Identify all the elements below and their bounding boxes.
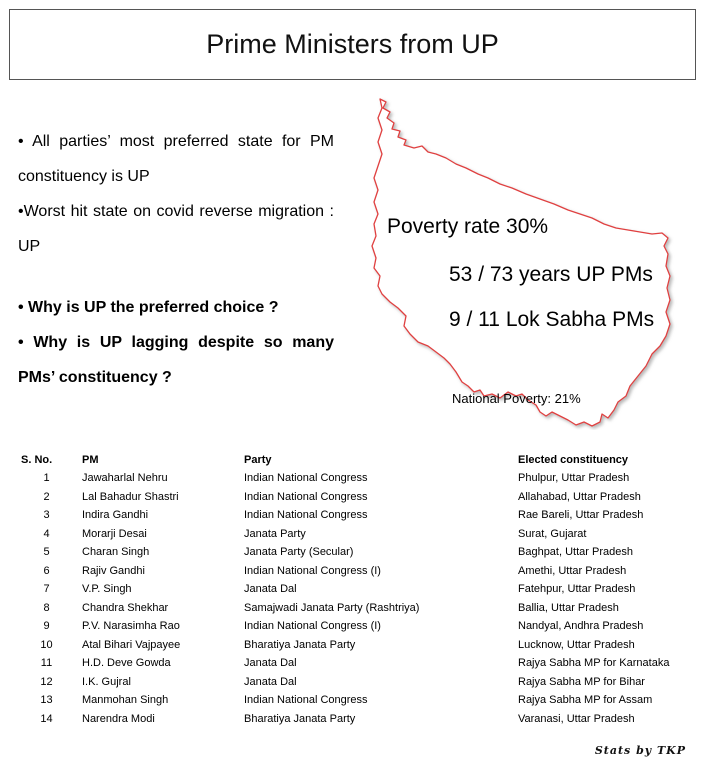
cell-constituency: Surat, Gujarat [518, 527, 587, 540]
cell-constituency: Ballia, Uttar Pradesh [518, 601, 619, 614]
cell-party: Samajwadi Janata Party (Rashtriya) [244, 601, 420, 614]
cell-sno: 4 [43, 527, 50, 540]
cell-pm: Narendra Modi [82, 712, 155, 725]
cell-pm: I.K. Gujral [82, 675, 131, 688]
table-row [21, 506, 698, 525]
cell-party: Janata Dal [244, 657, 297, 670]
cell-constituency: Rae Bareli, Uttar Pradesh [518, 509, 644, 522]
cell-constituency: Amethi, Uttar Pradesh [518, 564, 627, 577]
table-row [21, 710, 698, 729]
national-poverty-label: National Poverty: 21% [452, 391, 581, 406]
cell-pm: Lal Bahadur Shastri [82, 490, 179, 503]
table-row [21, 580, 698, 599]
cell-sno: 14 [40, 712, 53, 725]
header-pm: PM [82, 454, 99, 466]
credit-signature: Stats by TKP [594, 744, 686, 757]
cell-constituency: Rajya Sabha MP for Bihar [518, 675, 645, 688]
cell-sno: 12 [40, 675, 53, 688]
cell-pm: P.V. Narasimha Rao [82, 620, 180, 633]
cell-sno: 2 [43, 490, 50, 503]
years-pm-label: 53 / 73 years UP PMs [449, 263, 653, 286]
header-sno: S. No. [21, 454, 53, 466]
bullet-item-question: • Why is UP lagging despite so many PMs’ constituency ? [18, 334, 334, 386]
bullet-item-question: • Why is UP the preferred choice ? [18, 299, 279, 316]
cell-sno: 6 [43, 564, 50, 577]
cell-constituency: Rajya Sabha MP for Assam [518, 694, 653, 707]
cell-party: Indian National Congress [244, 490, 368, 503]
cell-constituency: Varanasi, Uttar Pradesh [518, 712, 635, 725]
cell-pm: Rajiv Gandhi [82, 564, 145, 577]
page-title: Prime Ministers from UP [9, 9, 696, 80]
cell-pm: Atal Bihari Vajpayee [82, 638, 181, 651]
cell-sno: 9 [43, 620, 50, 633]
cell-party: Janata Party (Secular) [244, 546, 354, 559]
table-header-row [21, 451, 698, 469]
bullet-list [18, 124, 334, 395]
cell-party: Janata Party [244, 527, 306, 540]
cell-constituency: Lucknow, Uttar Pradesh [518, 638, 635, 651]
bullet-item: • All parties’ most preferred state for PM constituency is UP [18, 133, 334, 185]
table-row [21, 562, 698, 581]
table-row [21, 617, 698, 636]
table-row [21, 599, 698, 618]
header-constituency: Elected constituency [518, 454, 629, 466]
pm-table [21, 451, 698, 728]
cell-pm: Chandra Shekhar [82, 601, 169, 614]
cell-party: Indian National Congress [244, 472, 368, 485]
cell-party: Indian National Congress (I) [244, 564, 381, 577]
cell-constituency: Baghpat, Uttar Pradesh [518, 546, 633, 559]
cell-sno: 11 [40, 657, 53, 670]
cell-sno: 3 [43, 509, 50, 522]
cell-party: Janata Dal [244, 583, 297, 596]
cell-party: Bharatiya Janata Party [244, 638, 356, 651]
table-row [21, 469, 698, 488]
cell-party: Bharatiya Janata Party [244, 712, 356, 725]
cell-sno: 7 [43, 583, 50, 596]
cell-party: Janata Dal [244, 675, 297, 688]
table-row [21, 636, 698, 655]
cell-constituency: Phulpur, Uttar Pradesh [518, 472, 630, 485]
cell-constituency: Nandyal, Andhra Pradesh [518, 620, 644, 633]
up-map [370, 96, 682, 430]
cell-sno: 13 [40, 694, 53, 707]
cell-pm: V.P. Singh [82, 583, 132, 596]
table-row [21, 543, 698, 562]
table-row [21, 673, 698, 692]
cell-party: Indian National Congress (I) [244, 620, 381, 633]
cell-constituency: Rajya Sabha MP for Karnataka [518, 657, 670, 670]
cell-pm: Manmohan Singh [82, 694, 169, 707]
cell-party: Indian National Congress [244, 509, 368, 522]
table-row [21, 525, 698, 544]
cell-pm: Morarji Desai [82, 527, 147, 540]
table-row [21, 654, 698, 673]
cell-sno: 1 [43, 472, 50, 485]
poverty-rate-label: Poverty rate 30% [387, 215, 549, 238]
cell-sno: 5 [43, 546, 50, 559]
cell-pm: Jawaharlal Nehru [82, 472, 168, 485]
cell-constituency: Allahabad, Uttar Pradesh [518, 490, 641, 503]
cell-sno: 8 [43, 601, 50, 614]
lok-sabha-pm-label: 9 / 11 Lok Sabha PMs [449, 308, 655, 331]
header-party: Party [244, 454, 272, 466]
cell-pm: H.D. Deve Gowda [82, 657, 171, 670]
table-row [21, 488, 698, 507]
cell-pm: Charan Singh [82, 546, 150, 559]
bullet-item: •Worst hit state on covid reverse migration : UP [18, 203, 334, 255]
cell-party: Indian National Congress [244, 694, 368, 707]
cell-pm: Indira Gandhi [82, 509, 149, 522]
table-row [21, 691, 698, 710]
cell-sno: 10 [40, 638, 53, 651]
cell-constituency: Fatehpur, Uttar Pradesh [518, 583, 636, 596]
